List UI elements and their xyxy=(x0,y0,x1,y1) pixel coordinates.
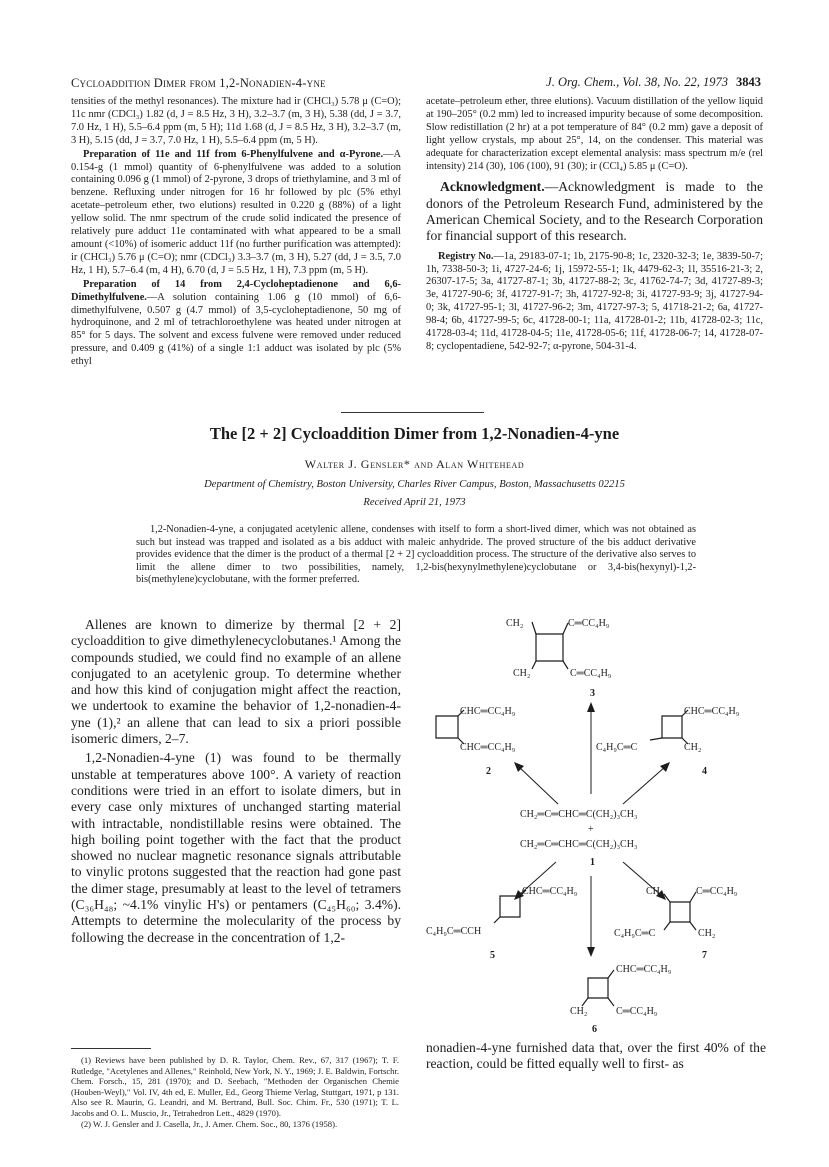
section-heading: Preparation of 11e and 11f from 6-Phenylfulvene and α-Pyrone. xyxy=(83,148,384,160)
footnote-2: (2) W. J. Gensler and J. Casella, Jr., J. Amer. Chem. Soc., 80, 1376 (1958). xyxy=(81,1118,338,1129)
footnote-divider xyxy=(71,1048,151,1049)
label: C═CC₄H₉ xyxy=(570,668,612,679)
structure-2 xyxy=(436,706,516,777)
journal-citation xyxy=(546,75,761,90)
right-column-experimental xyxy=(426,96,763,355)
paragraph-preparation-11e: Preparation of 11e and 11f from 6-Phenylfulvene and α-Pyrone.—A 0.154-g (1 mmol) quantity of 6-phenylfulvene was added to a solution containing 0.096 g (1 mmol) of 2-pyrone, 3 drops of triethylamine, and 3 ml of benzene. Refluxing under nitrogen for 16 hr followed by plc (5% ethyl acetate–petroleum ether, two elutions) resulted in 0.220 g (88%) of a light yellow solid. The nmr spectrum of the crude solid indicated the presence of relatively pure adduct 11e contaminated with what appeared to be a small amount (<10%) of isomeric adduct 11f (no further purification was attempted): ir (CHCl₃) 5.76 μ (C=O); nmr (CDCl₃) 3.3–3.7 (m, 3 H), 5.27 (dd, J = 3.5, 7.0 Hz, 1 H), 5.7–6.4 (m, 4 H), 6.70 (d, J = 5.5 Hz, 1 H), 7.3 ppm (m, 5 H). xyxy=(71,148,401,276)
label: CHC═CC₄H₉ xyxy=(460,742,516,753)
compound-number: 7 xyxy=(702,950,707,961)
compound-number: 2 xyxy=(486,766,491,777)
label: CH₂ xyxy=(698,928,716,939)
label: C₄H₉C═C xyxy=(614,928,656,939)
label: CH₂═C═CHC═C(CH₂)₃CH₃ xyxy=(520,809,638,820)
paragraph-nmr-data: tensities of the methyl resonances). The mixture had ir (CHCl₃) 5.78 μ (C=O); 11c nmr (CDCl₃) 1.82 (d, J = 8.5 Hz, 3 H), 3.2–3.7 (m, 3 H), 5.38 (dd, J = 3.7, 7.0 Hz, 1 H), 5.5–6.4 ppm (m, 5 H); 11d 1.68 (d, J = 8.5 Hz, 3 H), 3.2–3.7 (m, 3 H), 5.15 (dd, J = 3.7, 7.0 Hz, 1 H), 5.5–6.4 ppm (m, 5 H). xyxy=(71,96,401,146)
compound-number: 4 xyxy=(702,766,707,777)
structure-6 xyxy=(570,964,672,1034)
label: C═CC₄H₉ xyxy=(616,1006,658,1017)
label: C═CC₄H₉ xyxy=(568,618,610,629)
abstract: 1,2-Nonadien-4-yne, a conjugated acetylenic allene, condenses with itself to form a short-lived dimer, which was not obtained as such but instead was trapped and isolated as a bis adduct with maleic anhydride. The proved structure of the bis adduct derivative provides evidence that the dimer is the product of a thermal [2 + 2] cycloaddition process. The structure of the derivative also serves to limit the allene dimer to two possibilities, namely, 1,2-bis(hexynylmethylene)cyclobutane or 3,4-bis(hexynyl)-1,2-bis(methylene)cyclobutane, with the former preferred. xyxy=(136,524,696,586)
paragraph-continuation: acetate–petroleum ether, three elutions). Vacuum distillation of the yellow liquid at 190–205° (0.2 mm) led to increased impurity because of some decomposition. Slow redistillation (2 hr) at a pot temperature of 84° (0.2 mm) gave a deposit of light yellow crystals, mp about 25°, 14, on the condenser. This material was adequate for characterization except elemental analysis: mass spectrum m/e (rel intensity) 214 (30), 106 (100), 91 (30); ir (CCl₄) 5.85 μ (C=O). xyxy=(426,96,763,172)
body-paragraph-2: 1,2-Nonadien-4-yne (1) was found to be thermally unstable at temperatures above 100°. A variety of reaction conditions were tried in an effort to isolate dimers, but in every case only mixtures of unchanged starting material with intractable, nondistillable resins were obtained. The high boiling point together with the fact that the product showed no nuclear magnetic resonance signals attributable to vinylic protons suggested that the reaction had gone past the dimer stage, presumably at least to the level of tetramers (C₃₆H₄₈; ~4.1% vinylic H's) or pentamers (C₄₅H₆₀; 3.4%). Attempts to determine the molecularity of the process by following the decrease in the concentration of 1,2- xyxy=(71,750,401,945)
label: CHC═CC₄H₉ xyxy=(522,886,578,897)
compound-number: 3 xyxy=(590,688,595,699)
compound-number: 5 xyxy=(490,950,495,961)
footnote-1: (1) Reviews have been published by D. R. Taylor, Chem. Rev., 67, 317 (1967); T. F. Rutledge, "Acetylenes and Allenes," Reinhold, New York, N. Y., 1969; J. E. Baldwin, Fortschr. Chem. Forsch., 15, 281 (1970); and D. Seebach, "Methoden der Organischen Chemie (Houben-Weyl)," Vol. IV, 4th ed, E. Muller, Ed., Georg Thieme Verlag, Stuttgart, 1971, p 131. Also see R. Maurin, G. Leandri, and M. Bertrand, Bull. Soc. Chim. Fr., 530 (1971); T. L. Jacobs and O. L. Muscio, Jr., Tetrahedron Lett., 4829 (1970). xyxy=(71,1055,399,1118)
received-date: Received April 21, 1973 xyxy=(363,497,466,508)
reaction-scheme xyxy=(418,614,763,1034)
label: CH₂ xyxy=(646,886,664,897)
structure-5 xyxy=(426,886,578,961)
registry-numbers: Registry No.—1a, 29183-07-1; 1b, 2175-90-8; 1c, 2320-32-3; 1e, 3839-50-7; 1h, 7338-50-3; 1i, 4727-24-6; 1j, 15972-55-1; 1k, 4479-62-3; 1l, 35516-21-3; 2, 26307-17-5; 3a, 41727-87-1; 3b, 41727-88-2; 3c, 41762-74-7; 3d, 41727-89-3; 3e, 41727-90-6; 3f, 41727-91-7; 3h, 41727-92-8; 3i, 41727-93-9; 3j, 41727-94-0; 3k, 41727-95-1; 3l, 41727-96-2; 3m, 41727-97-3; 5, 41718-21-2; 6a, 41727-98-4; 6b, 41727-99-5; 6c, 41728-00-1; 11a, 41728-01-2; 11b, 41728-02-3; 11c, 41728-03-4; 11d, 41728-04-5; 11e, 41728-05-6; 11f, 41728-06-7; 14, 41728-07-8; cyclopentadiene, 542-92-7; α-pyrone, 504-31-4. xyxy=(426,250,764,352)
structure-7 xyxy=(614,886,738,961)
body-right-column-continuation: nonadien-4-yne furnished data that, over the first 40% of the reaction, could be fitted equally well to first- as xyxy=(426,1040,766,1072)
label: C₄H₉C═CCH xyxy=(426,926,482,937)
label: CH₂ xyxy=(684,742,702,753)
paragraph-preparation-14: Preparation of 14 from 2,4-Cycloheptadienone and 6,6-Dimethylfulvene.—A solution containing 1.06 g (10 mmol) of 6,6-dimethylfulvene, 0.507 g (4.7 mmol) of 3,5-cycloheptadienone, 50 mg of hydroquinone, and 2 ml of tetrachloroethylene was heated under nitrogen at 85° for 5 days. The solvent and excess fulvene were removed under reduced pressure, and 0.409 g (41%) of a single 1:1 adduct was isolated by plc (5% ethyl xyxy=(71,278,401,368)
label: CH₂═C═CHC═C(CH₂)₃CH₃ xyxy=(520,839,638,850)
label: C═CC₄H₉ xyxy=(696,886,738,897)
acknowledgment-heading: Acknowledgment. xyxy=(440,179,545,195)
label: CH₂ xyxy=(506,618,524,629)
body-left-column xyxy=(71,617,401,949)
section-divider xyxy=(341,412,484,413)
acknowledgment: Acknowledgment.—Acknowledgment is made to the donors of the Petroleum Research Fund, administered by the American Chemical Society, and to the Research Corporation for financial support of this research. xyxy=(426,179,763,244)
compound-number: 6 xyxy=(592,1024,597,1034)
section-heading: Preparation of 14 from 2,4-Cycloheptadienone and 6,6-Dimethylfulvene. xyxy=(71,278,401,303)
left-column-experimental xyxy=(71,96,401,370)
running-title: Cycloaddition Dimer from 1,2-Nonadien-4-yne xyxy=(71,76,326,90)
label: CHC═CC₄H₉ xyxy=(616,964,672,975)
article-authors: Walter J. Gensler* and Alan Whitehead xyxy=(304,457,525,471)
label: C₄H₉C═C xyxy=(596,742,638,753)
footnotes xyxy=(71,1055,399,1129)
compound-number: 1 xyxy=(590,857,595,868)
registry-heading: Registry No. xyxy=(438,250,494,262)
label: CHC═CC₄H₉ xyxy=(460,706,516,717)
plus-sign: + xyxy=(588,824,594,835)
page-number: 3843 xyxy=(736,75,761,89)
monomer-1 xyxy=(520,809,637,868)
journal-name: J. Org. Chem., Vol. 38, No. 22, 1973 xyxy=(546,75,728,89)
affiliation: Department of Chemistry, Boston University, Charles River Campus, Boston, Massachusetts 02215 xyxy=(204,479,625,490)
label: CHC═CC₄H₉ xyxy=(684,706,740,717)
article-title: The [2 + 2] Cycloaddition Dimer from 1,2-Nonadien-4-yne xyxy=(209,424,620,443)
label: CH₂ xyxy=(570,1006,588,1017)
structure-3 xyxy=(506,618,612,699)
label: CH₂ xyxy=(513,668,531,679)
body-paragraph-1: Allenes are known to dimerize by thermal [2 + 2] cycloaddition to give dimethylenecyclobutanes.¹ Among the compounds studied, we could find no example of an allene conjugated to an acetylenic group. To determine whether and how this kind of conjugation might affect the reaction, we undertook to examine the behavior of 1,2-nonadien-4-yne (1),² an allene that can lead to six a priori possible isomeric dimers, 2–7. xyxy=(71,617,401,747)
